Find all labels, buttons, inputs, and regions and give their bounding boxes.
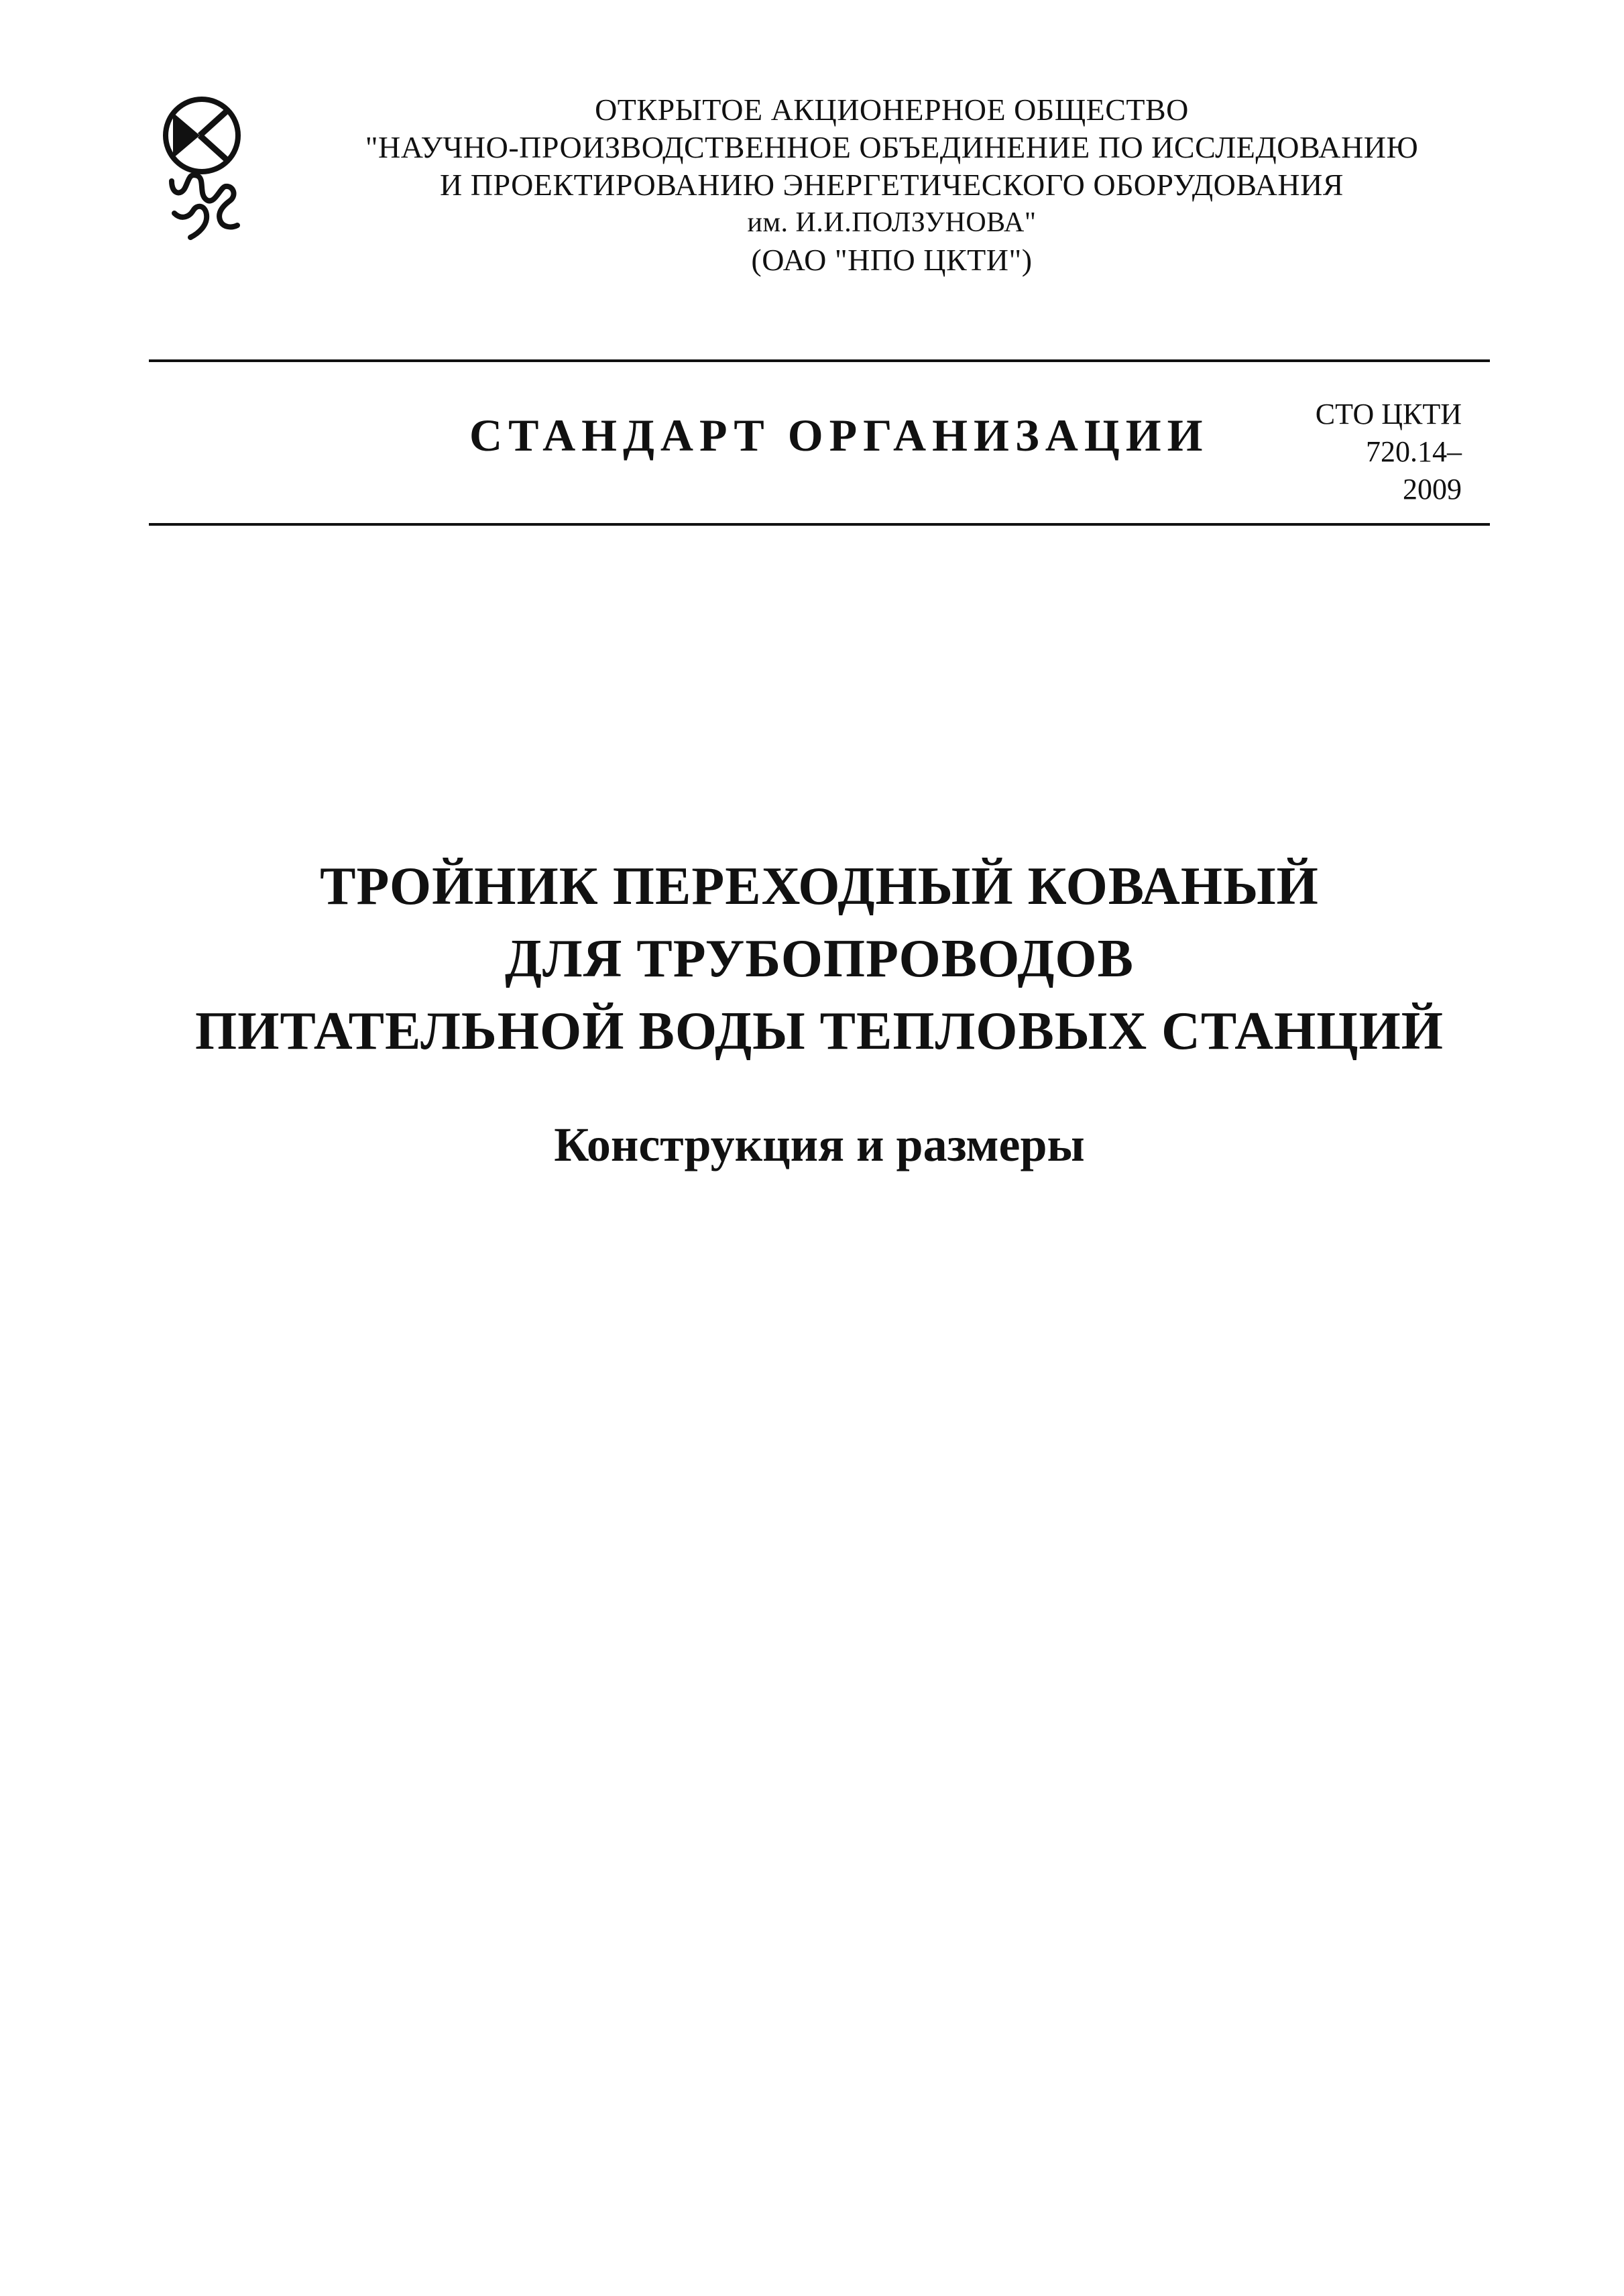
top-divider bbox=[149, 359, 1490, 362]
document-title-line-3: ПИТАТЕЛЬНОЙ ВОДЫ ТЕПЛОВЫХ СТАНЦИЙ bbox=[195, 1002, 1444, 1061]
org-line-3: И ПРОЕКТИРОВАНИЮ ЭНЕРГЕТИЧЕСКОГО ОБОРУДОВАНИЯ bbox=[440, 168, 1344, 202]
document-title-line-2: ДЛЯ ТРУБОПРОВОДОВ bbox=[504, 929, 1134, 988]
standard-code bbox=[1247, 396, 1462, 508]
org-line-1: ОТКРЫТОЕ АКЦИОНЕРНОЕ ОБЩЕСТВО bbox=[595, 93, 1189, 127]
organization-logo-icon bbox=[158, 94, 245, 255]
standard-code-line-3: 2009 bbox=[1403, 473, 1462, 506]
standard-code-line-1: СТО ЦКТИ bbox=[1315, 398, 1462, 431]
document-title-line-1: ТРОЙНИК ПЕРЕХОДНЫЙ КОВАНЫЙ bbox=[320, 857, 1319, 916]
organization-header bbox=[255, 91, 1529, 279]
bottom-divider bbox=[149, 523, 1490, 526]
standard-title: СТАНДАРТ ОРГАНИЗАЦИИ bbox=[469, 410, 1209, 461]
org-line-5: (ОАО "НПО ЦКТИ") bbox=[751, 243, 1033, 277]
org-line-4: им. И.И.ПОЛЗУНОВА" bbox=[747, 207, 1037, 238]
document-title bbox=[82, 850, 1557, 1068]
org-line-2: "НАУЧНО-ПРОИЗВОДСТВЕННОЕ ОБЪЕДИНЕНИЕ ПО ИССЛЕДОВАНИЮ bbox=[365, 130, 1419, 164]
standard-code-line-2: 720.14– bbox=[1366, 435, 1462, 468]
document-subtitle: Конструкция и размеры bbox=[554, 1118, 1085, 1171]
